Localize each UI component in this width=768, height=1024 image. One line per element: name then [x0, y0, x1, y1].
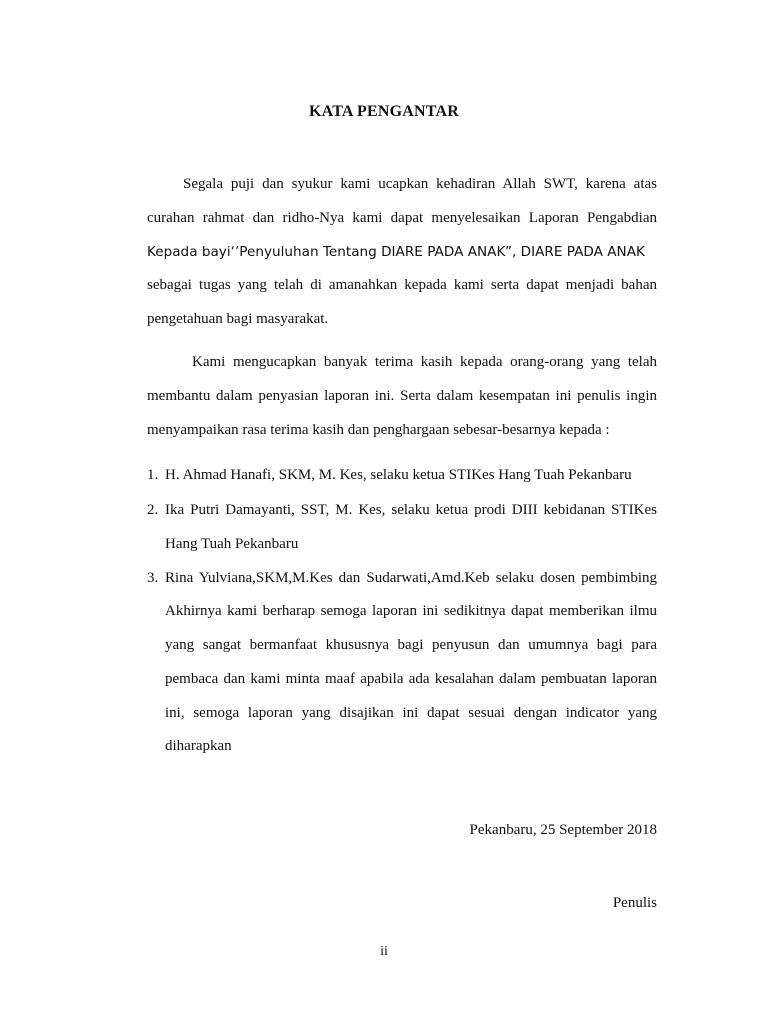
list-item-1-text: H. Ahmad Hanafi, SKM, M. Kes, selaku ketua STIKes Hang Tuah Pekanbaru: [165, 467, 632, 483]
paragraph-2-line-3: menyampaikan rasa terima kasih dan penghargaan sebesar-besarnya kepada :: [147, 422, 610, 438]
list-item-2-text-line-2: Hang Tuah Pekanbaru: [165, 536, 299, 552]
page-number: ii: [380, 944, 388, 959]
paragraph-1-line-1: Segala puji dan syukur kami ucapkan kehadiran Allah SWT, karena atas: [183, 176, 657, 192]
paragraph-1-line-3: Kepada bayi‘’Penyuluhan Tentang DIARE PADA ANAK”, DIARE PADA ANAK: [147, 244, 645, 260]
closing-line-3: pembaca dan kami minta maaf apabila ada kesalahan dalam pembuatan laporan: [165, 671, 657, 687]
paragraph-1-line-2: curahan rahmat dan ridho-Nya kami dapat menyelesaikan Laporan Pengabdian: [147, 210, 657, 226]
paragraph-1-line-4: sebagai tugas yang telah di amanahkan kepada kami serta dapat menjadi bahan: [147, 277, 657, 293]
closing-line-2: yang sangat bermanfaat khususnya bagi penyusun dan umumnya bagi para: [165, 637, 657, 653]
closing-line-1: Akhirnya kami berharap semoga laporan ini sedikitnya dapat memberikan ilmu: [165, 603, 657, 619]
place-date: Pekanbaru, 25 September 2018: [469, 822, 657, 838]
page-title: KATA PENGANTAR: [309, 103, 459, 120]
list-item-3-number: 3.: [147, 570, 159, 586]
paragraph-2-line-2: membantu dalam penyasian laporan ini. Serta dalam kesempatan ini penulis ingin: [147, 388, 657, 404]
paragraph-1-line-5: pengetahuan bagi masyarakat.: [147, 311, 329, 327]
signature: Penulis: [612, 895, 657, 911]
paragraph-2-line-1: Kami mengucapkan banyak terima kasih kepada orang-orang yang telah: [192, 354, 657, 370]
list-item-2-number: 2.: [147, 502, 159, 518]
list-item-2-text-line-1: Ika Putri Damayanti, SST, M. Kes, selaku ketua prodi DIII kebidanan STIKes: [165, 502, 657, 518]
list-item-3-text: Rina Yulviana,SKM,M.Kes dan Sudarwati,Amd.Keb selaku dosen pembimbing: [165, 570, 657, 586]
closing-line-5: diharapkan: [165, 738, 232, 754]
list-item-1-number: 1.: [147, 467, 159, 483]
closing-line-4: ini, semoga laporan yang disajikan ini dapat sesuai dengan indicator yang: [165, 705, 657, 721]
